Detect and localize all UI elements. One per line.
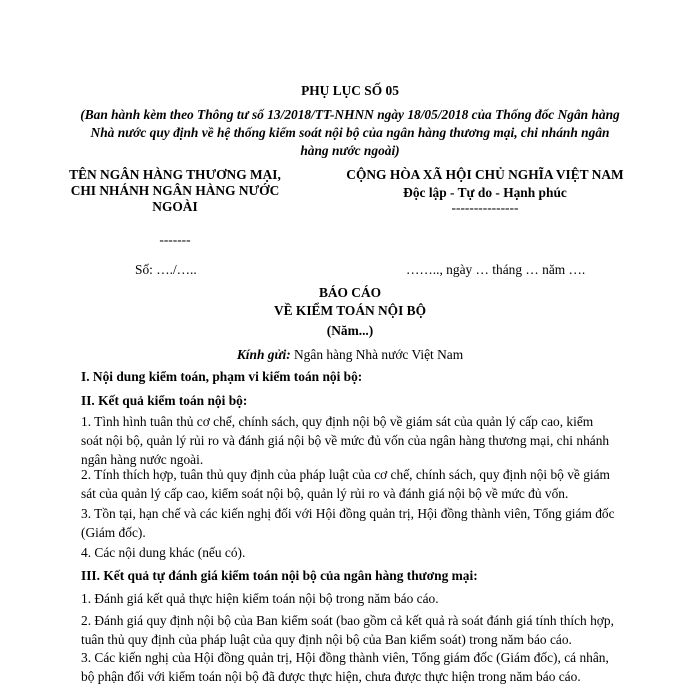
- report-year: (Năm...): [326, 323, 374, 338]
- report-title-line2: VỀ KIỂM TOÁN NỘI BỘ: [273, 303, 427, 318]
- section-heading-1: I. Nội dung kiểm toán, phạm vi kiểm toán nội bộ:: [81, 369, 363, 384]
- paragraph-2-4: 4. Các nội dung khác (nếu có).: [81, 545, 246, 560]
- appendix-title: PHỤ LỤC SỐ 05: [301, 83, 399, 98]
- paragraph-3-1: 1. Đánh giá kết quả thực hiện kiểm toán nội bộ trong năm báo cáo.: [81, 591, 439, 606]
- document-date: …….., ngày … tháng … năm ….: [406, 262, 586, 277]
- bank-divider: -------: [159, 232, 191, 247]
- appendix-note: (Ban hành kèm theo Thông tư số 13/2018/TT-NHNN ngày 18/05/2018 của Thống đốc Ngân hàng Nhà nước quy định về hệ thống kiểm soát nội bộ của ngân hàng thương mại, chi nhánh ngân hàng nước ngoài): [80, 107, 620, 158]
- paragraph-3-2: 2. Đánh giá quy định nội bộ của Ban kiểm soát (bao gồm cả kết quả rà soát đánh giá tính thích hợp, tuân thủ quy định của pháp luật của quy định nội bộ của Ban kiểm soát) trong năm báo cáo.: [81, 613, 614, 647]
- nation-name: CỘNG HÒA XÃ HỘI CHỦ NGHĨA VIỆT NAM: [346, 167, 624, 182]
- paragraph-2-1: 1. Tình hình tuân thủ cơ chế, chính sách, quy định nội bộ về giám sát của quản lý cấp cao, kiểm soát nội bộ, quản lý rủi ro và đánh giá nội bộ về mức đủ vốn của ngân hàng thương mại, chi nhánh ngân hàng nước ngoài.: [81, 414, 610, 467]
- paragraph-2-2: 2. Tính thích hợp, tuân thủ quy định của pháp luật của cơ chế, chính sách, quy định nội bộ về giám sát của quản lý cấp cao, kiểm soát nội bộ, quản lý rủi ro và đánh giá nội bộ về mức đủ vốn.: [81, 467, 610, 501]
- report-title: [0, 284, 700, 320]
- recipient-name: Ngân hàng Nhà nước Việt Nam: [294, 347, 464, 362]
- recipient-line: [0, 347, 700, 363]
- section-heading-3: III. Kết quả tự đánh giá kiểm toán nội bộ của ngân hàng thương mại:: [81, 568, 478, 583]
- paragraph-2-3: 3. Tồn tại, hạn chế và các kiến nghị đối với Hội đồng quản trị, Hội đồng thành viên, Tổng giám đốc (Giám đốc).: [81, 506, 615, 540]
- nation-motto: Độc lập - Tự do - Hạnh phúc: [403, 185, 567, 200]
- nation-divider: ---------------: [451, 200, 519, 215]
- bank-name: TÊN NGÂN HÀNG THƯƠNG MẠI, CHI NHÁNH NGÂN HÀNG NƯỚC NGOÀI: [69, 167, 281, 214]
- document-number: Số: …./…..: [135, 262, 197, 277]
- report-title-line1: BÁO CÁO: [318, 285, 382, 300]
- recipient-label: Kính gửi:: [236, 347, 291, 362]
- paragraph-3-3: 3. Các kiến nghị của Hội đồng quản trị, Hội đồng thành viên, Tổng giám đốc (Giám đốc), cá nhân, bộ phận đối với kiểm toán nội bộ đã được thực hiện, chưa được thực hiện trong năm báo cáo.: [81, 650, 609, 684]
- section-heading-2: II. Kết quả kiểm toán nội bộ:: [81, 393, 248, 408]
